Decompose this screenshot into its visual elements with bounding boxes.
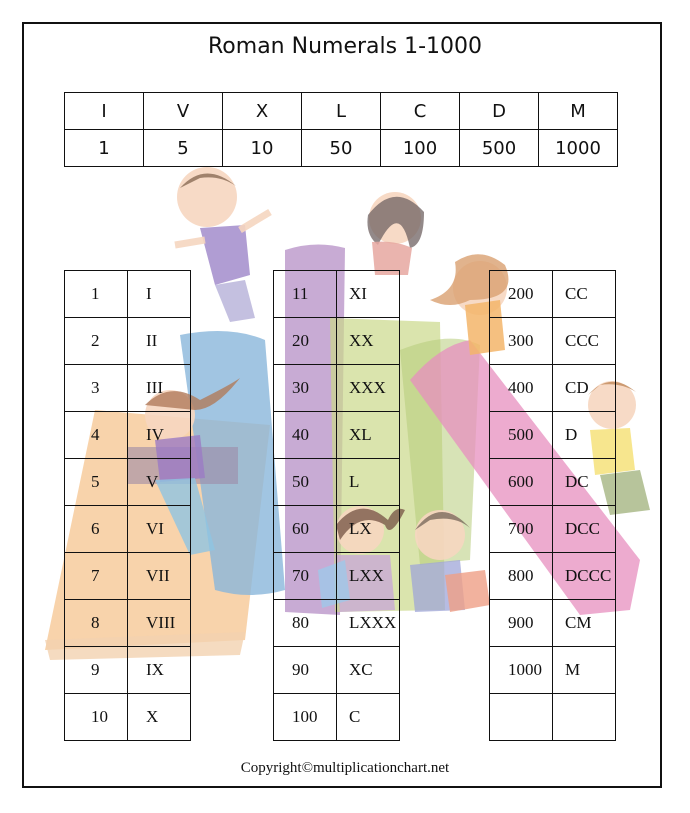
roman-cell: L (337, 459, 400, 506)
roman-cell: XX (337, 318, 400, 365)
table-row (490, 459, 616, 506)
number-cell: 3 (65, 365, 128, 412)
copyright-text: Copyright©multiplicationchart.net (240, 760, 450, 776)
table-row (490, 412, 616, 459)
value-cell: 50 (302, 130, 381, 167)
number-cell: 5 (65, 459, 128, 506)
table-row (490, 271, 616, 318)
number-cell: 1000 (490, 647, 553, 694)
number-cell: 1 (65, 271, 128, 318)
roman-cell: V (128, 459, 191, 506)
number-cell (490, 694, 553, 741)
table-row (274, 459, 400, 506)
number-cell: 4 (65, 412, 128, 459)
roman-cell: LXXX (337, 600, 400, 647)
roman-cell: D (553, 412, 616, 459)
roman-cell: VIII (128, 600, 191, 647)
symbol-cell: D (460, 93, 539, 130)
table-row (65, 412, 191, 459)
table-row (65, 600, 191, 647)
value-cell: 100 (381, 130, 460, 167)
table-row (274, 318, 400, 365)
table-row (65, 459, 191, 506)
number-cell: 90 (274, 647, 337, 694)
roman-cell: X (128, 694, 191, 741)
number-cell: 400 (490, 365, 553, 412)
symbol-cell: V (144, 93, 223, 130)
value-cell: 500 (460, 130, 539, 167)
roman-cell: DC (553, 459, 616, 506)
symbol-cell: L (302, 93, 381, 130)
roman-cell: XC (337, 647, 400, 694)
roman-cell: LXX (337, 553, 400, 600)
table-row (274, 365, 400, 412)
numeral-table-11-100 (273, 270, 400, 741)
table-row (490, 365, 616, 412)
value-cell: 5 (144, 130, 223, 167)
number-cell: 800 (490, 553, 553, 600)
number-cell: 80 (274, 600, 337, 647)
number-cell: 500 (490, 412, 553, 459)
table-row (65, 506, 191, 553)
number-cell: 60 (274, 506, 337, 553)
roman-cell: LX (337, 506, 400, 553)
table-row (65, 271, 191, 318)
roman-cell: III (128, 365, 191, 412)
value-cell: 10 (223, 130, 302, 167)
table-row (490, 506, 616, 553)
number-cell: 600 (490, 459, 553, 506)
number-cell: 2 (65, 318, 128, 365)
roman-cell: XL (337, 412, 400, 459)
numeral-table-200-1000 (489, 270, 616, 741)
number-cell: 200 (490, 271, 553, 318)
number-cell: 40 (274, 412, 337, 459)
table-row (274, 694, 400, 741)
table-row (274, 271, 400, 318)
symbol-table (64, 92, 618, 167)
table-row (490, 647, 616, 694)
roman-cell: C (337, 694, 400, 741)
roman-cell: M (553, 647, 616, 694)
table-row (274, 600, 400, 647)
number-cell: 9 (65, 647, 128, 694)
number-cell: 8 (65, 600, 128, 647)
symbol-cell: I (65, 93, 144, 130)
value-cell: 1000 (539, 130, 618, 167)
number-cell: 11 (274, 271, 337, 318)
symbol-row (65, 93, 618, 130)
number-cell: 900 (490, 600, 553, 647)
number-cell: 100 (274, 694, 337, 741)
roman-cell: II (128, 318, 191, 365)
number-cell: 7 (65, 553, 128, 600)
table-row (65, 553, 191, 600)
roman-cell: I (128, 271, 191, 318)
roman-cell (553, 694, 616, 741)
symbol-cell: X (223, 93, 302, 130)
symbol-cell: M (539, 93, 618, 130)
number-cell: 20 (274, 318, 337, 365)
table-row (490, 318, 616, 365)
table-row (274, 647, 400, 694)
roman-cell: VI (128, 506, 191, 553)
table-row (490, 600, 616, 647)
roman-cell: DCCC (553, 553, 616, 600)
value-row (65, 130, 618, 167)
number-cell: 50 (274, 459, 337, 506)
number-cell: 6 (65, 506, 128, 553)
table-row (65, 647, 191, 694)
numeral-table-1-10 (64, 270, 191, 741)
value-cell: 1 (65, 130, 144, 167)
number-cell: 30 (274, 365, 337, 412)
table-row (65, 694, 191, 741)
roman-cell: IX (128, 647, 191, 694)
roman-cell: IV (128, 412, 191, 459)
roman-cell: XXX (337, 365, 400, 412)
number-cell: 70 (274, 553, 337, 600)
number-cell: 300 (490, 318, 553, 365)
roman-cell: CCC (553, 318, 616, 365)
symbol-cell: C (381, 93, 460, 130)
table-row (65, 318, 191, 365)
roman-cell: DCC (553, 506, 616, 553)
roman-cell: CM (553, 600, 616, 647)
table-row (490, 694, 616, 741)
roman-cell: XI (337, 271, 400, 318)
number-cell: 700 (490, 506, 553, 553)
roman-cell: CC (553, 271, 616, 318)
table-row (274, 412, 400, 459)
number-cell: 10 (65, 694, 128, 741)
table-row (490, 553, 616, 600)
page-title: Roman Numerals 1-1000 (208, 34, 482, 59)
roman-cell: VII (128, 553, 191, 600)
roman-cell: CD (553, 365, 616, 412)
table-row (274, 506, 400, 553)
table-row (274, 553, 400, 600)
table-row (65, 365, 191, 412)
